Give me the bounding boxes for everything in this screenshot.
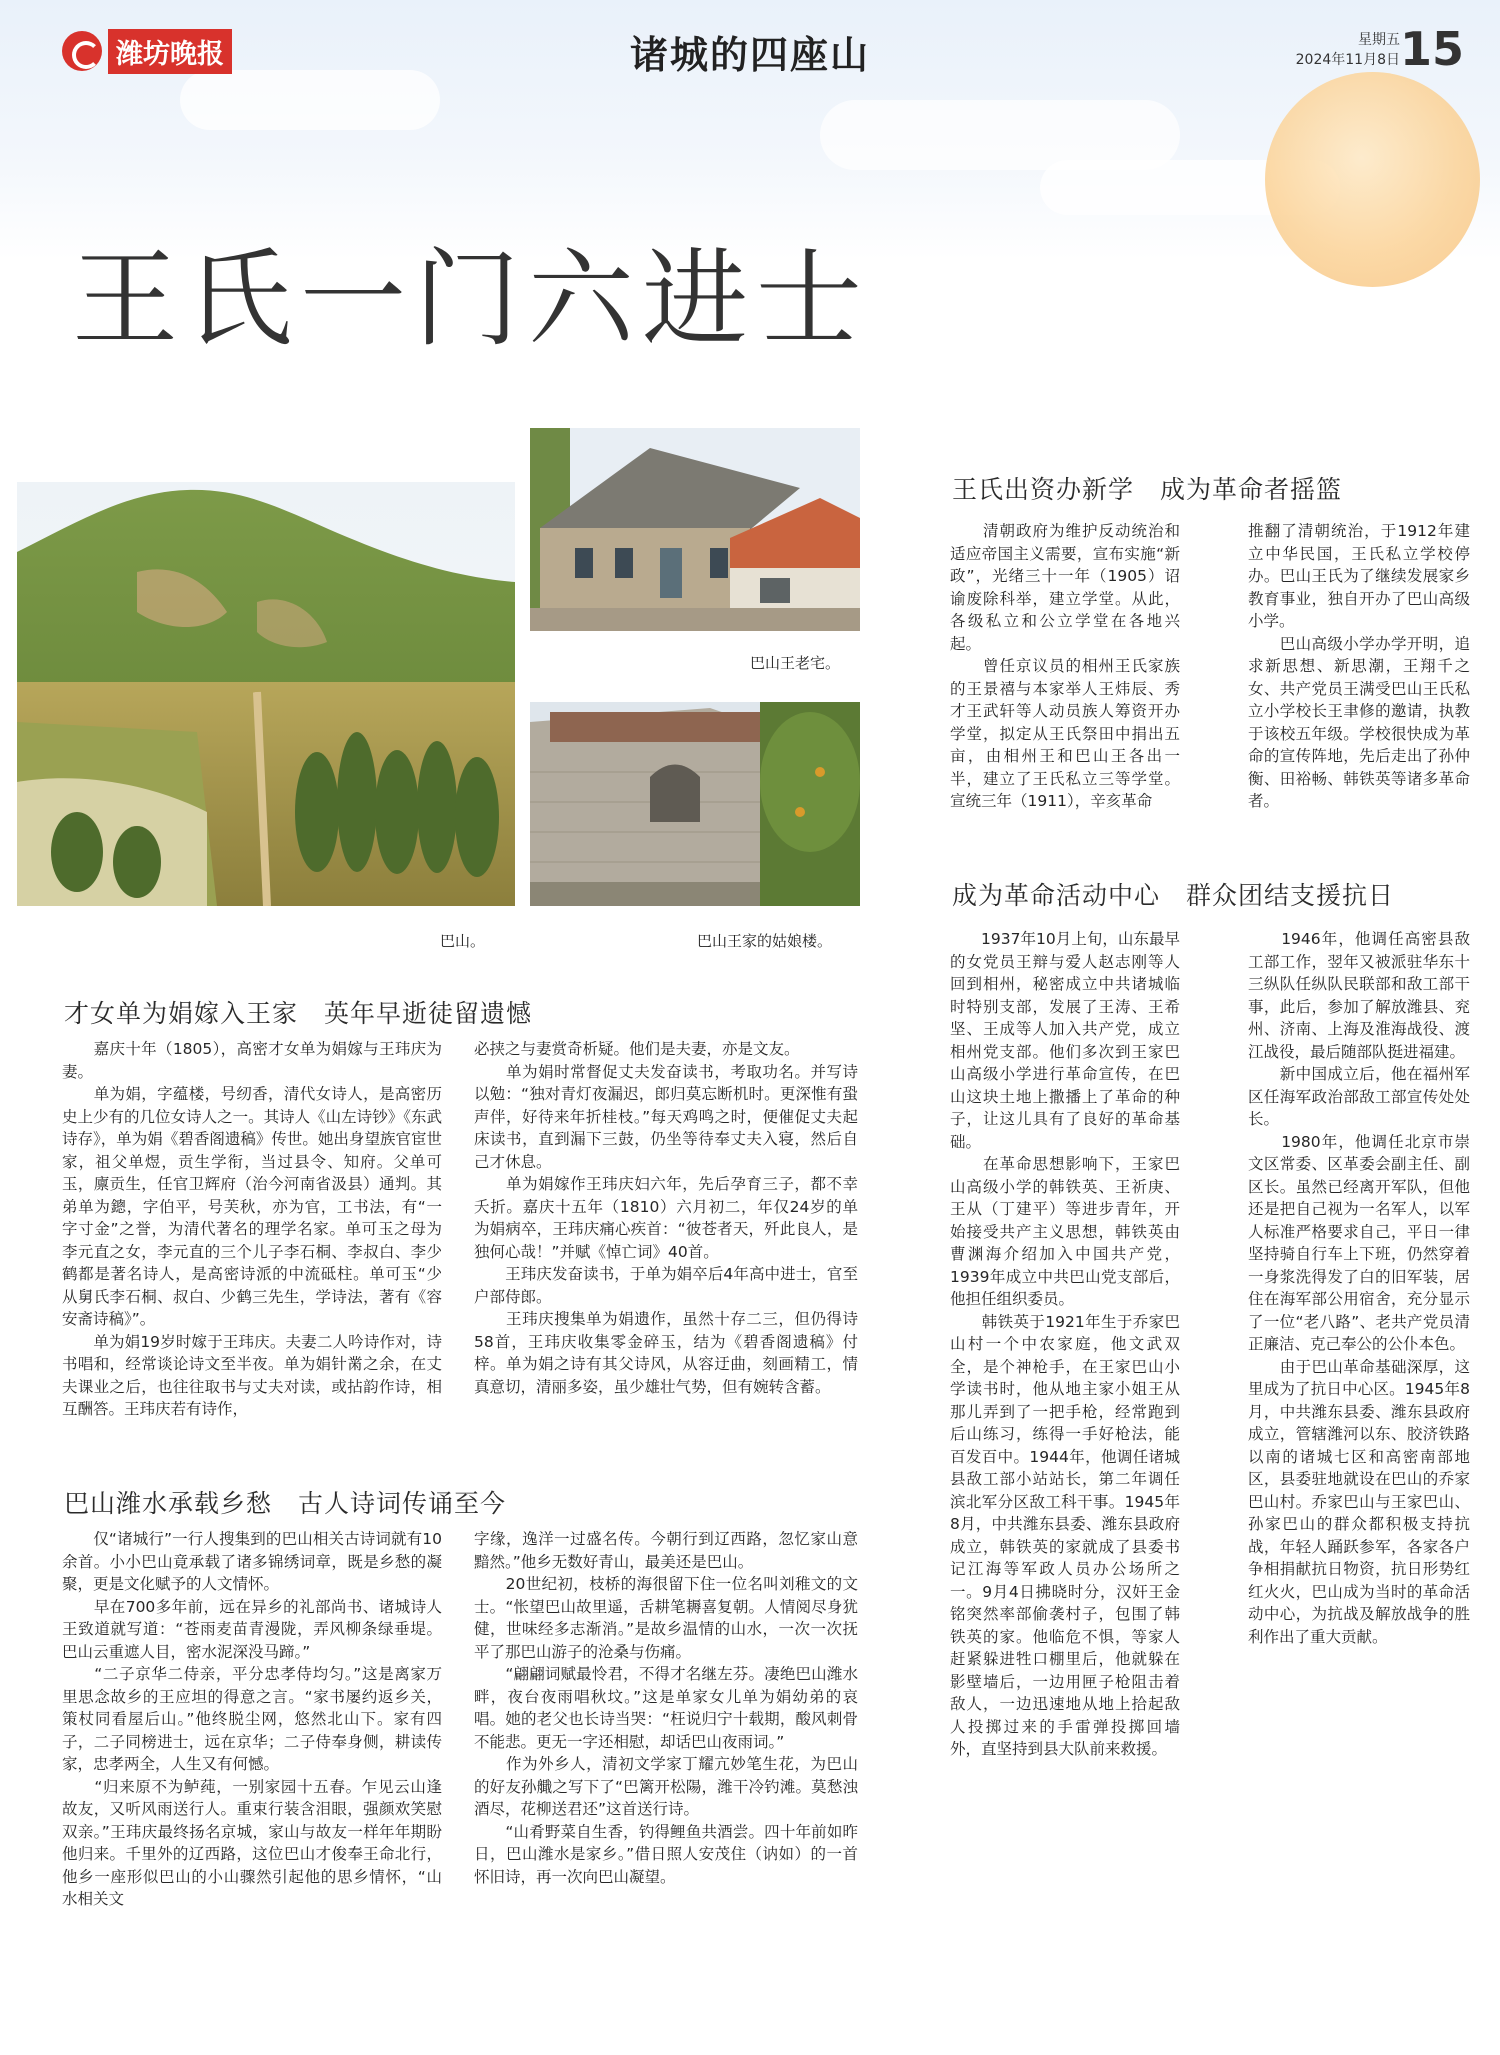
mountain-photo-caption: 巴山。 (440, 932, 486, 950)
paragraph: 早在700多年前，远在异乡的礼部尚书、诸城诗人王致道就写道：“苍雨麦苗青漫陇，弄风柳条绿垂堤。巴山云重遮人目，密水泥深没马蹄。” (62, 1597, 442, 1661)
paragraph: 王玮庆发奋读书，于单为娟卒后4年高中进士，官至户部侍郎。 (474, 1265, 858, 1306)
section-heading-revolution-center: 成为革命活动中心 群众团结支援抗日 (952, 881, 1395, 910)
section-new-school-text-col-1 (950, 520, 1180, 846)
paragraph: 单为娟嫁作王玮庆妇六年，先后孕育三子，都不幸夭折。嘉庆十五年（1810）六月初二，年仅24岁的单为娟病卒，王玮庆痛心疾首：“彼苍者天，歼此良人，是独何心哉！”并赋《悼亡词》40首。 (474, 1175, 858, 1261)
paragraph: 1980年，他调任北京市崇文区常委、区革委会副主任、副区长。虽然已经离开军队，但他还是把自己视为一名军人，以军人标准严格要求自己，平日一律坚持骑自行车上下班，仍然穿着一身浆洗得发了白的旧军装，居住在海军部公用宿舍，充分显示了一位“老八路”、老共产党员清正廉洁、克己奉公的公仆本色。 (1248, 1132, 1470, 1353)
paragraph: 单为娟，字蕴楼，号纫香，清代女诗人，是高密历史上少有的几位女诗人之一。其诗人《山左诗钞》《东武诗存》，单为娟《碧香阁遗稿》传世。她出身望族官宦世家，祖父单煜，贡生学衔，当过县令、知府。父单可玉，廪贡生，任官卫辉府（治今河南省汲县）通判。其弟单为鏓，字伯平，号芙秋，亦为官，工书法，有“一字寸金”之誉，为清代著名的理学名家。单可玉之母为李元直之女，李元直的三个儿子李石桐、李叔白、李少鹤都是著名诗人，是高密诗派的中流砥柱。单可玉“少从舅氏李石桐、叔白、少鹤三先生，学诗法，著有《容安斋诗稿》”。 (62, 1085, 442, 1328)
paragraph: 在革命思想影响下，王家巴山高级小学的韩铁英、王祈庚、王从（丁建平）等进步青年，开始接受共产主义思想，韩铁英由曹渊海介绍加入中国共产党，1939年成立中共巴山党支部后，他担任组织委员。 (950, 1155, 1180, 1308)
section-heading-nostalgia-poems: 巴山潍水承载乡愁 古人诗词传诵至今 (64, 1489, 507, 1518)
logo-icon (62, 31, 102, 71)
page-number: 15 (1400, 22, 1465, 76)
paragraph: 作为外乡人，清初文学家丁耀亢妙笔生花，为巴山的好友孙艥之写下了“巴篱开松陽，潍干冷钓滩。莫愁浊酒尽，花柳送君还”这首送行诗。 (474, 1755, 858, 1818)
section-talented-woman-text-col-2 (474, 1038, 858, 1438)
paragraph: “山肴野菜自生香，钓得鲤鱼共酒尝。四十年前如昨日，巴山潍水是家乡。”借日照人安茂住（讷如）的一首怀旧诗，再一次向巴山凝望。 (474, 1822, 858, 1886)
issue-date: 2024年11月8日 (1295, 52, 1400, 68)
section-revolution-text-col-2 (1248, 928, 1470, 1948)
page-theme: 诸城的四座山 (629, 33, 870, 77)
sun-decoration (1265, 72, 1480, 287)
section-heading-new-school: 王氏出资办新学 成为革命者摇篮 (952, 475, 1343, 504)
paragraph: 清朝政府为维护反动统治和适应帝国主义需要，宣布实施“新政”，光绪三十一年（1905）诏谕废除科举，建立学堂。从此，各级私立和公立学堂在各地兴起。 (950, 522, 1180, 653)
paragraph: 1946年，他调任高密县敌工部工作，翌年又被派驻华东十三纵队任纵队民联部和敌工部干事，此后，参加了解放潍县、兖州、济南、上海及淮海战役、渡江战役，最后随部队挺进福建。 (1248, 930, 1470, 1061)
old-house-photo (530, 428, 860, 631)
section-poems-text-col-2 (474, 1528, 858, 2038)
cloud-decoration (180, 70, 440, 130)
logo-text: 潍坊晚报 (108, 29, 232, 74)
paragraph: 由于巴山革命基础深厚，这里成为了抗日中心区。1945年8月，中共潍东县委、潍东县政府成立，管辖潍河以东、胶济铁路以南的诸城七区和高密南部地区，县委驻地就设在巴山的乔家巴山村。乔家巴山与王家巴山、孙家巴山的群众都积极支持抗战，年轻人踊跃参军，各家各户争相捐献抗日物资，抗日形势红红火火，巴山成为当时的革命活动中心，为抗战及解放战争的胜利作出了重大贡献。 (1248, 1357, 1470, 1646)
paragraph: 1937年10月上旬，山东最早的女党员王辩与爱人赵志刚等人回到相州，秘密成立中共诸城临时特别支部，发展了王涛、王希坚、王成等人加入共产党，成立相州党支部。他们多次到王家巴山高级小学进行革命宣传，在巴山这块土地上撒播上了革命的种子，让这儿具有了良好的革命基础。 (950, 930, 1180, 1151)
page-date-info (1270, 30, 1400, 70)
article-title: 王氏一门六进士 (72, 238, 870, 361)
paragraph: 单为娟19岁时嫁于王玮庆。夫妻二人吟诗作对，诗书唱和，经常谈论诗文至半夜。单为娟针黹之余，在丈夫课业之后，也往往取书与丈夫对读，或拈韵作诗，相互酬答。王玮庆若有诗作， (62, 1332, 442, 1418)
paragraph: “归来原不为鲈莼，一别家园十五春。乍见云山逢故友，又听风雨送行人。重束行装含泪眼，强颜欢笑慰双亲。”王玮庆最终扬名京城，家山与故友一样年年期盼他归来。千里外的辽西路，这位巴山才俊奉王命北行，他乡一座形似巴山的小山骤然引起他的思乡情怀，“山水相关文 (62, 1777, 442, 1908)
weekday: 星期五 (1358, 32, 1400, 48)
paragraph: 曾任京议员的相州王氏家族的王景禧与本家举人王炜辰、秀才王武轩等人动员族人筹资开办学堂，拟定从王氏祭田中捐出五亩，由相州王和巴山王各出一半，建立了王氏私立三等学堂。宣统三年（1911），辛亥革命 (950, 657, 1180, 810)
paragraph: 必挟之与妻赏奇析疑。他们是夫妻，亦是文友。 (474, 1040, 800, 1058)
paragraph: 嘉庆十年（1805），高密才女单为娟嫁与王玮庆为妻。 (62, 1040, 442, 1081)
section-heading-talented-woman: 才女单为娟嫁入王家 英年早逝徒留遗憾 (64, 999, 533, 1028)
paragraph: 韩铁英于1921年生于乔家巴山村一个中农家庭，他文武双全，是个神枪手，在王家巴山小学读书时，他从地主家小姐王从那儿弄到了一把手枪，经常跑到后山练习，练得一手好枪法，能百发百中。1944年，他调任诸城县敌工部小站站长，第二年调任滨北军分区敌工科干事。1945年8月，中共潍东县委、潍东县政府成立，韩铁英的家就成了县委书记江海等军政人员办公场所之一。9月4日拂晓时分，汉奸王金铭突然率部偷袭村子，包围了韩铁英的家。他临危不惧，等家人赶紧躲进牲口棚里后，他就躲在影壁墙后，一边用匣子枪阻击着敌人，一边迅速地从地上拾起敌人投掷过来的手雷弹投掷回墙外，直坚持到县大队前来救援。 (950, 1312, 1180, 1758)
section-new-school-text-col-2 (1248, 520, 1470, 846)
paragraph: 字缘，逸洋一过盛名传。今朝行到辽西路，忽忆家山意黯然。”他乡无数好青山，最美还是巴山。 (474, 1530, 858, 1571)
mountain-photo (17, 482, 515, 906)
paragraph: 20世纪初，枝桥的海很留下住一位名叫刘稚文的文士。“怅望巴山故里遥，舌耕笔耨喜复朝。人情阅尽身犹健，世味经多志渐消。”是故乡温情的山水，一次一次抚平了那巴山游子的沧桑与伤痛。 (474, 1575, 858, 1661)
paragraph: 王玮庆搜集单为娟遗作，虽然十存二三，但仍得诗58首，王玮庆收集零金碎玉，结为《碧香阁遗稿》付梓。单为娟之诗有其父诗风，从容迂曲，刻画精工，情真意切，清丽多姿，虽少雄壮气势，但有婉转含蓄。 (474, 1310, 858, 1396)
paragraph: 巴山高级小学办学开明，追求新思想、新思潮，王翔千之女、共产党员王满受巴山王氏私立小学校长王聿修的邀请，执教于该校五年级。学校很快成为革命的宣传阵地，先后走出了孙仲衡、田裕畅、韩铁英等诸多革命者。 (1248, 634, 1470, 810)
maiden-tower-photo (530, 702, 860, 906)
section-poems-text-col-1 (62, 1528, 442, 2038)
maiden-tower-photo-caption: 巴山王家的姑娘楼。 (697, 932, 833, 950)
section-talented-woman-text-col-1 (62, 1038, 442, 1438)
paragraph: “二子京华二侍亲，平分忠孝侍均匀。”这是离家万里思念故乡的王应坦的得意之言。“家书屡约返乡关，策杖同看屋后山。”他终脱尘网，悠然北山下。家有四子，二子同榜进士，远在京华；二子侍奉身侧，耕读传家，忠孝两全，人生又有何憾。 (62, 1665, 442, 1773)
newspaper-logo (62, 30, 232, 72)
paragraph: 仅“诸城行”一行人搜集到的巴山相关古诗词就有10余首。小小巴山竟承载了诸多锦绣词章，既是乡愁的凝聚，更是文化赋予的人文情怀。 (62, 1530, 442, 1593)
paragraph: 推翻了清朝统治，于1912年建立中华民国，王氏私立学校停办。巴山王氏为了继续发展家乡教育事业，独自开办了巴山高级小学。 (1248, 522, 1470, 630)
section-revolution-text-col-1 (950, 928, 1180, 1948)
paragraph: 新中国成立后，他在福州军区任海军政治部敌工部宣传处处长。 (1248, 1065, 1470, 1128)
paragraph: “翩翩词赋最怜君，不得才名继左芬。凄绝巴山潍水畔，夜台夜雨唱秋坟。”这是单家女儿单为娟幼弟的哀唱。她的老父也长诗当哭：“枉说归宁十载期，酸风刺骨不能悲。更无一字还相慰，却话巴山夜雨词。” (474, 1665, 858, 1751)
old-house-photo-caption: 巴山王老宅。 (750, 654, 841, 672)
paragraph: 单为娟时常督促丈夫发奋读书，考取功名。并写诗以勉：“独对青灯夜漏迟，郎归莫忘断机时。更深惟有蛩声伴，好待来年折桂枝。”每天鸡鸣之时，便催促丈夫起床读书，直到漏下三鼓，仍坐等待奉丈夫入寝，然后自己才休息。 (474, 1062, 858, 1171)
